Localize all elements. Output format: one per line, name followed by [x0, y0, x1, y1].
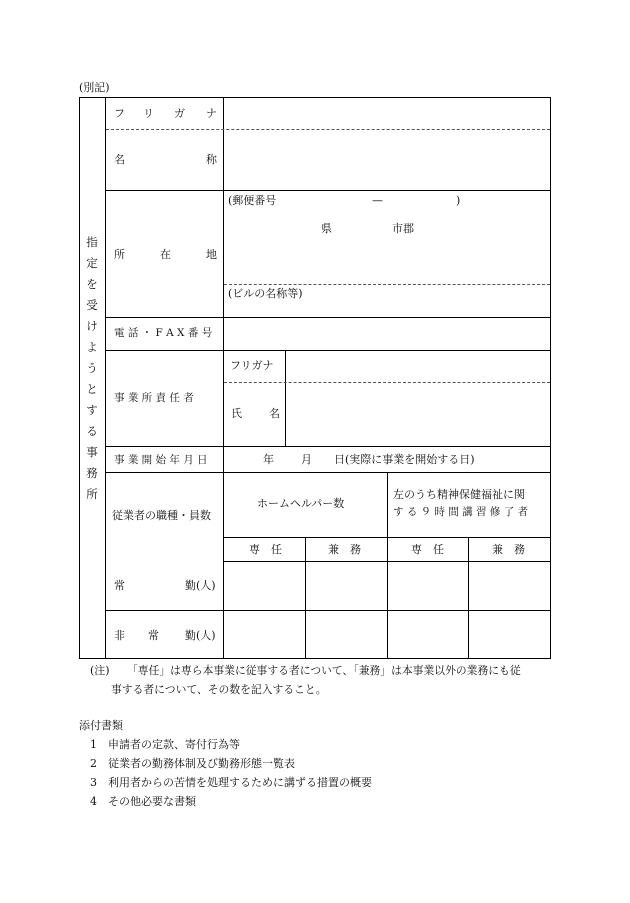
fulltime-mental-concurrent-input[interactable]	[470, 563, 549, 609]
concurrent-header: 兼 務	[328, 543, 361, 556]
address-building-separator	[224, 284, 550, 285]
postal-code-suffix: )	[456, 194, 461, 207]
vertical-section-heading: 指定を受けようとする事務所	[86, 235, 98, 501]
attachment-number: 3	[90, 776, 97, 789]
parttime-label-a: 非	[114, 629, 125, 642]
mental-health-header-line1: 左のうち精神保健福祉に関	[393, 488, 525, 501]
address-label-char: 地	[206, 248, 217, 261]
name-label-char: 称	[206, 153, 217, 166]
heading-column-divider	[105, 97, 106, 659]
staff-divider-a	[305, 537, 306, 659]
parttime-mental-dedicated-input[interactable]	[389, 612, 467, 657]
furigana-label-char: ガ	[174, 107, 185, 120]
label-column-divider	[223, 97, 224, 659]
phone-fax-label: 電 話 ・ F A X 番 号	[114, 327, 213, 339]
attachments-title: 添付書類	[79, 719, 123, 732]
furigana-name-separator	[106, 129, 550, 130]
postal-code-dash: —	[372, 194, 383, 207]
staff-divider-b	[387, 472, 388, 659]
attachment-item: その他必要な書類	[108, 795, 196, 808]
row-rule-1	[106, 190, 550, 191]
start-date-label: 事 業 開 始 年 月 日	[114, 454, 208, 466]
name-label-char: 名	[114, 153, 125, 166]
manager-sub-divider	[285, 350, 286, 446]
row-rule-4	[106, 446, 550, 447]
row-rule-2	[106, 317, 550, 318]
attachment-number: 4	[90, 795, 97, 808]
start-date-input[interactable]	[225, 448, 330, 471]
furigana-input[interactable]	[225, 99, 549, 128]
staff-label: 従業者の職種・員数	[112, 509, 211, 522]
postal-code-input[interactable]	[286, 192, 446, 208]
prefecture-suffix: 県	[321, 222, 332, 235]
attachment-item: 申請者の定款、寄付行為等	[108, 738, 240, 751]
table-border-bottom	[79, 658, 551, 659]
building-name-label: (ビルの名称等)	[228, 287, 303, 300]
furigana-label-char: リ	[143, 107, 154, 120]
manager-label: 事 業 所 責 任 者	[114, 392, 194, 404]
manager-furigana-input[interactable]	[287, 352, 549, 381]
row-rule-6	[106, 610, 550, 611]
attachment-number: 2	[90, 757, 97, 770]
phone-fax-input[interactable]	[225, 319, 549, 349]
parttime-mental-concurrent-input[interactable]	[470, 612, 549, 657]
manager-name-label-char: 氏	[231, 407, 242, 420]
address-label-char: 在	[160, 248, 171, 261]
manager-name-input[interactable]	[287, 384, 549, 445]
parttime-label-c: 勤(人)	[185, 629, 216, 642]
fulltime-mental-dedicated-input[interactable]	[389, 563, 467, 609]
staff-subheader-rule	[224, 561, 550, 562]
row-rule-3	[106, 350, 550, 351]
name-input[interactable]	[225, 131, 549, 189]
address-label-char: 所	[114, 248, 125, 261]
parttime-helper-dedicated-input[interactable]	[225, 612, 304, 657]
concurrent-header: 兼 務	[492, 543, 525, 556]
city-suffix: 市郡	[392, 222, 414, 235]
table-border-top	[79, 97, 551, 98]
building-name-input[interactable]	[310, 286, 549, 316]
table-border-left	[79, 97, 80, 659]
note-line-1: 「専任」は専ら本事業に従事する者について、「兼務」は本事業以外の業務にも従	[127, 664, 521, 677]
start-day-note: 日(実際に事業を開始する日)	[334, 453, 475, 466]
attachment-number: 1	[90, 738, 97, 751]
note-prefix: (注)	[90, 664, 110, 677]
home-helper-count-header: ホームヘルパー数	[257, 497, 345, 510]
manager-name-label-char: 名	[269, 407, 280, 420]
row-rule-5	[106, 472, 550, 473]
fulltime-dedicated-header: 専 任	[411, 543, 444, 556]
furigana-label-char: フ	[114, 107, 125, 120]
fulltime-helper-dedicated-input[interactable]	[225, 563, 304, 609]
postal-code-prefix: (郵便番号	[228, 194, 277, 207]
start-month-suffix: 月	[301, 453, 312, 466]
manager-furigana-separator	[224, 382, 550, 383]
attachment-item: 従業者の勤務体制及び勤務形態一覧表	[108, 757, 295, 770]
fulltime-dedicated-header: 専 任	[249, 543, 282, 556]
manager-furigana-label: フリガナ	[230, 359, 274, 372]
staff-header-rule	[224, 537, 550, 538]
annex-label: (別記)	[79, 81, 110, 94]
address-input[interactable]	[225, 238, 549, 282]
note-line-2: 事する者について、その数を記入すること。	[111, 683, 327, 696]
fulltime-label-b: 勤(人)	[185, 579, 216, 592]
staff-divider-c	[468, 537, 469, 659]
start-year-suffix: 年	[263, 453, 274, 466]
fulltime-label-a: 常	[114, 579, 125, 592]
table-border-right	[550, 97, 551, 659]
mental-health-header-line2: す る ９ 時 間 講 習 修 了 者	[393, 506, 529, 518]
parttime-helper-concurrent-input[interactable]	[307, 612, 386, 657]
parttime-label-b: 常	[148, 629, 159, 642]
attachment-item: 利用者からの苦情を処理するために講ずる措置の概要	[108, 776, 372, 789]
fulltime-helper-concurrent-input[interactable]	[307, 563, 386, 609]
furigana-label-char: ナ	[206, 107, 217, 120]
